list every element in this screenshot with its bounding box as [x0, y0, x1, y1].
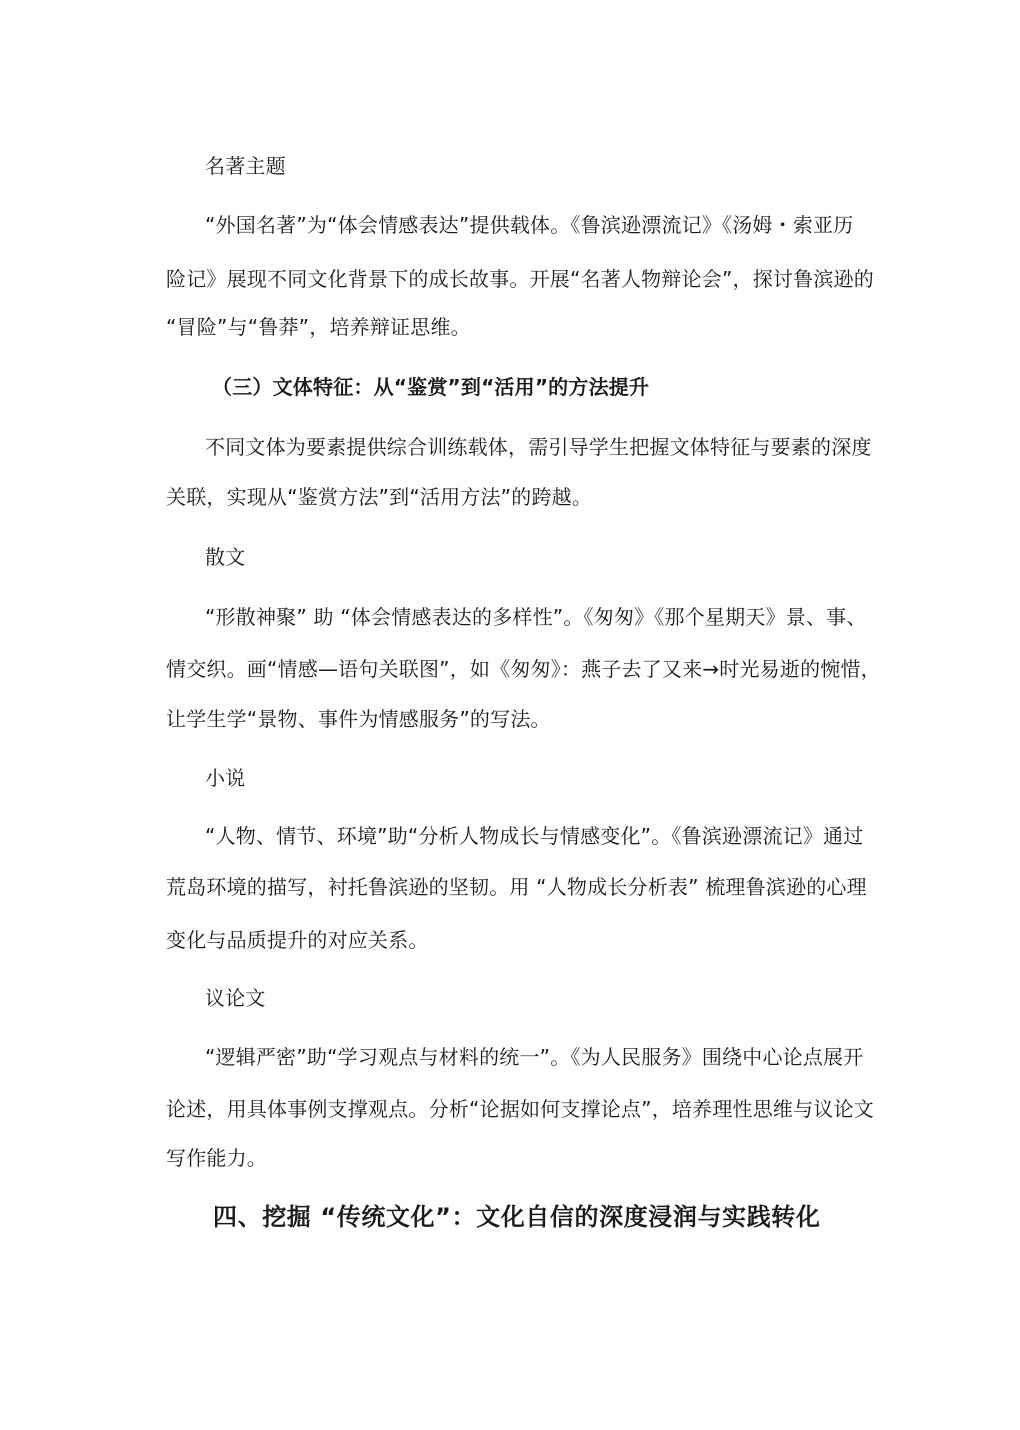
xiaoshuo-paragraph-line-3: 变化与品质提升的对应关系。 — [166, 928, 429, 952]
xiaoshuo-paragraph-line-1: “人物、情节、环境”助“分析人物成长与情感变化”。《鲁滨逊漂流记》通过 — [205, 824, 864, 848]
mingzhu-paragraph-line-2: 险记》展现不同文化背景下的成长故事。开展“名著人物辩论会”，探讨鲁滨逊的 — [166, 267, 874, 291]
sanwen-paragraph-line-1: “形散神聚” 助 “体会情感表达的多样性”。《匆匆》《那个星期天》景、事、 — [205, 605, 867, 629]
wenti-paragraph-line-2: 关联，实现从“鉴赏方法”到“活用方法”的跨越。 — [166, 485, 593, 509]
section-heading-four: 四、挖掘 “传统文化”：文化自信的深度浸润与实践转化 — [213, 1203, 821, 1231]
sanwen-paragraph-line-3: 让学生学“景物、事件为情感服务”的写法。 — [166, 707, 551, 731]
mingzhu-paragraph-line-3: “冒险”与“鲁莽”，培养辩证思维。 — [166, 315, 471, 339]
mingzhu-paragraph-line-1: “外国名著”为“体会情感表达”提供载体。《鲁滨逊漂流记》《汤姆・索亚历 — [205, 213, 854, 237]
wenti-paragraph-line-1: 不同文体为要素提供综合训练载体，需引导学生把握文体特征与要素的深度 — [205, 435, 872, 459]
yilunwen-paragraph-line-3: 写作能力。 — [166, 1146, 267, 1170]
yilunwen-subtitle: 议论文 — [205, 986, 266, 1010]
yilunwen-paragraph-line-2: 论述，用具体事例支撑观点。分析“论据如何支撑论点”，培养理性思维与议论文 — [166, 1097, 874, 1121]
section-heading-three: （三）文体特征：从“鉴赏”到“活用”的方法提升 — [212, 375, 650, 399]
xiaoshuo-subtitle: 小说 — [205, 766, 246, 790]
xiaoshuo-paragraph-line-2: 荒岛环境的描写，衬托鲁滨逊的坚韧。用 “人物成长分析表” 梳理鲁滨逊的心理 — [166, 875, 867, 899]
yilunwen-paragraph-line-1: “逻辑严密”助“学习观点与材料的统一”。《为人民服务》围绕中心论点展开 — [205, 1045, 864, 1069]
sanwen-subtitle: 散文 — [205, 545, 246, 569]
sanwen-paragraph-line-2: 情交织。画“情感—语句关联图”，如《匆匆》：燕子去了又来→时光易逝的惋惜， — [166, 657, 881, 681]
mingzhu-subtitle: 名著主题 — [205, 154, 286, 178]
